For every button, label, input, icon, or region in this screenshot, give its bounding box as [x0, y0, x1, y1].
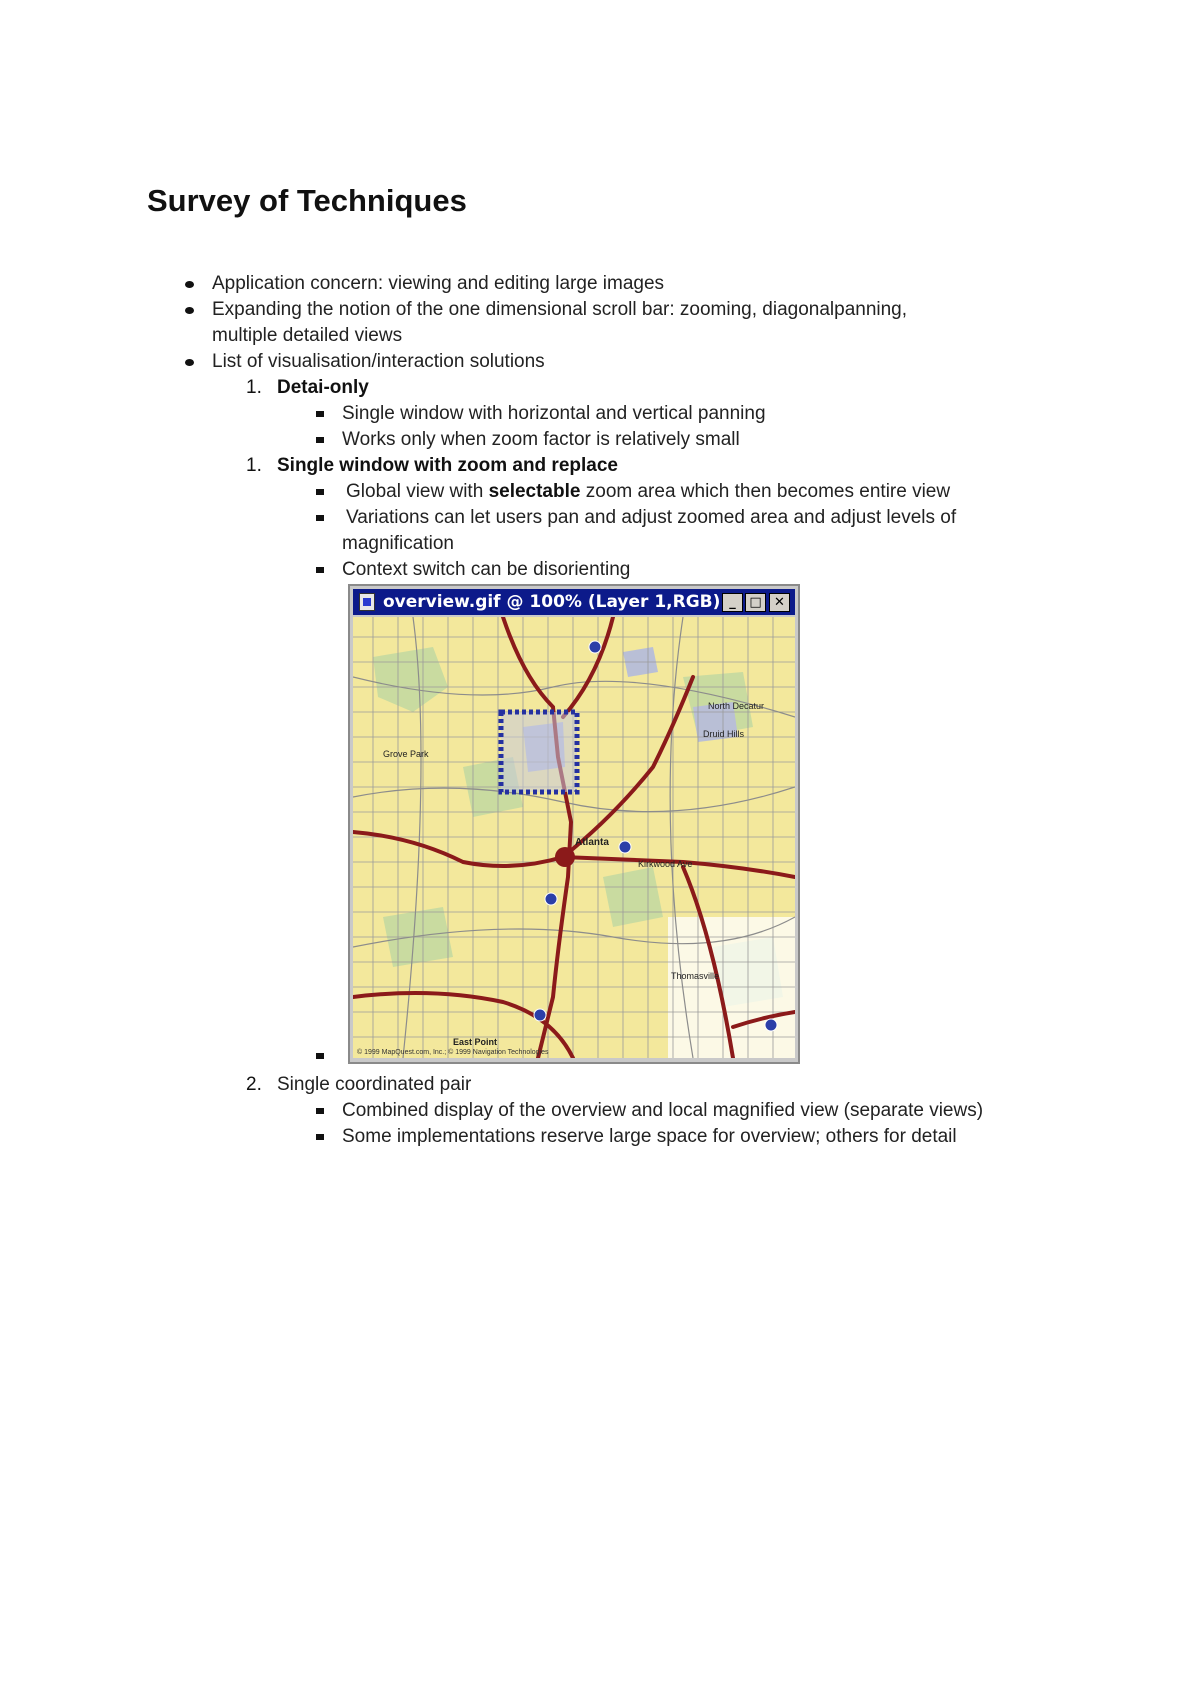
page-title: Survey of Techniques: [147, 183, 467, 218]
list-item: List of visualisation/interaction solutions: [212, 351, 545, 372]
section-heading: Single coordinated pair: [277, 1074, 472, 1095]
map-copyright: © 1999 MapQuest.com, Inc.; © 1999 Navigation Technologies: [357, 1049, 549, 1056]
map-label: Grove Park: [383, 749, 429, 759]
list-number: 1.: [246, 455, 262, 476]
list-number: 2.: [246, 1074, 262, 1095]
bullet-disc: [185, 281, 194, 288]
bullet-square: [316, 411, 324, 417]
map-screenshot-window: [348, 584, 800, 1064]
bullet-disc: [185, 307, 194, 314]
map-label: North Decatur: [708, 701, 765, 711]
list-item: Works only when zoom factor is relatively small: [342, 429, 740, 450]
emphasis-text: selectable: [488, 481, 581, 502]
maximize-icon: □: [745, 593, 766, 612]
list-number: 1.: [246, 377, 262, 398]
list-item-text: Global view with: [346, 481, 489, 502]
list-item: Single window with horizontal and vertical panning: [342, 403, 766, 424]
section-heading: Detai-only: [277, 377, 369, 398]
map-label: Atlanta: [575, 837, 609, 848]
close-icon: ✕: [769, 593, 790, 612]
map-label: Thomasville: [671, 971, 720, 981]
section-heading: Single window with zoom and replace: [277, 455, 618, 476]
list-item: Variations can let users pan and adjust zoomed area and adjust levels of: [346, 507, 957, 528]
list-item: Some implementations reserve large space for overview; others for detail: [342, 1126, 957, 1147]
list-item: Context switch can be disorienting: [342, 559, 631, 580]
street-map: [353, 617, 795, 1058]
bullet-square: [316, 1053, 324, 1059]
map-label: East Point: [453, 1037, 498, 1047]
bullet-square: [316, 567, 324, 573]
window-titlebar: [353, 589, 795, 615]
map-image: [353, 617, 795, 1058]
list-item: [346, 479, 950, 505]
map-label: Kirkwood Ave: [638, 859, 693, 869]
list-item: Combined display of the overview and local magnified view (separate views): [342, 1100, 984, 1121]
bullet-square: [316, 437, 324, 443]
list-item: Expanding the notion of the one dimensional scroll bar: zooming, diagonalpanning,: [212, 299, 908, 320]
list-item-text: zoom area which then becomes entire view: [580, 481, 951, 502]
list-item: Application concern: viewing and editing large images: [212, 273, 665, 294]
list-item-continuation: magnification: [342, 533, 454, 554]
bullet-square: [316, 515, 324, 521]
bullet-square: [316, 489, 324, 495]
document-icon: [359, 593, 375, 611]
list-item-continuation: multiple detailed views: [212, 325, 403, 346]
bullet-disc: [185, 359, 194, 366]
bullet-square: [316, 1108, 324, 1114]
bullet-square: [316, 1134, 324, 1140]
map-label: Druid Hills: [703, 729, 745, 739]
window-title: overview.gif @ 100% (Layer 1,RGB): [383, 592, 721, 612]
minimize-icon: _: [722, 593, 743, 612]
